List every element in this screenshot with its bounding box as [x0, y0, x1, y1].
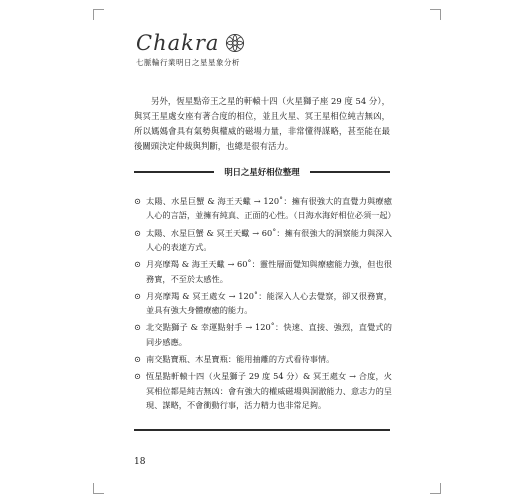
- list-item: [134, 369, 392, 412]
- crop-mark-bottom-left: [93, 483, 104, 494]
- heading-rule-right: [310, 171, 390, 173]
- bullet-icon: ⊙: [134, 227, 142, 238]
- bullet-icon: ⊙: [134, 322, 142, 333]
- list-item: [134, 194, 396, 223]
- crop-mark-bottom-right: [430, 483, 441, 494]
- list-item: [134, 320, 392, 349]
- intro-paragraph-block: [134, 94, 390, 154]
- crop-mark-top-right: [430, 9, 441, 20]
- section-title: 明日之星好相位整理: [224, 167, 300, 177]
- section-bottom-rule: [134, 429, 390, 431]
- running-header: [136, 30, 316, 68]
- list-item-text: 南交點寶瓶、木星寶瓶：能用抽離的方式看待事情。: [146, 354, 335, 365]
- header-subtitle: 七脈輪行業明日之星星象分析: [136, 58, 240, 67]
- crop-mark-top-left: [93, 9, 104, 20]
- brand-title: Chakra: [136, 31, 220, 55]
- list-item: [134, 226, 392, 255]
- brand-row: [136, 30, 316, 56]
- bullet-icon: ⊙: [134, 290, 142, 301]
- list-item-text: 太陽、水星巨蟹 & 海王天蠍 → 120˚：擁有很強大的直覺力與療癒人心的言語，並擁有純真、正面的心性。（日海水海好相位必須一起）: [146, 196, 396, 221]
- list-item-text: 太陽、水星巨蟹 & 冥王天蠍 → 60˚：擁有很強大的洞察能力與深入人心的表達方式。: [146, 227, 392, 253]
- heading-rule-left: [134, 171, 214, 173]
- intro-paragraph: 另外，恆星點帝王之星的軒轅十四（火星獅子座 29 度 54 分），與冥王星處女座有著合度的相位，並且火星、冥王星相位純吉無凶，所以媽媽會具有氣勢與權威的磁場力量，非常懂得謀略，甚至能在最後關頭決定仲裁與判斷，也總是很有活力。: [134, 96, 390, 151]
- section-heading: [134, 166, 390, 178]
- list-item: [134, 352, 392, 366]
- lotus-icon: [225, 33, 245, 53]
- bullet-icon: ⊙: [134, 259, 142, 270]
- list-item-text: 月亮摩羯 & 海王天蠍 → 60˚：靈性層面覺知與療癒能力強，但也很務實，不至於太感性。: [146, 259, 392, 284]
- aspect-list: [134, 194, 396, 415]
- list-item-text: 月亮摩羯 & 冥王處女 → 120˚：能深入人心去覺察，卻又很務實，並具有強大身體療癒的能力。: [146, 290, 392, 316]
- list-item: [134, 257, 392, 286]
- list-item-text: 恆星點軒轅十四（火星獅子 29 度 54 分）& 冥王處女 → 合度，火冥相位都是純吉無凶：會有強大的權威磁場與洞澈能力、意志力的呈現、謀略，不會衝動行事，活力精力也非常足夠。: [146, 371, 392, 411]
- page-number: 18: [134, 457, 146, 467]
- bullet-icon: ⊙: [134, 196, 142, 206]
- bullet-icon: ⊙: [134, 354, 142, 365]
- list-item: [134, 289, 392, 318]
- list-item-text: 北交點獅子 & 幸運點射手 → 120˚：快速、直接、強烈，直覺式的同步感應。: [146, 322, 392, 347]
- bullet-icon: ⊙: [134, 371, 142, 382]
